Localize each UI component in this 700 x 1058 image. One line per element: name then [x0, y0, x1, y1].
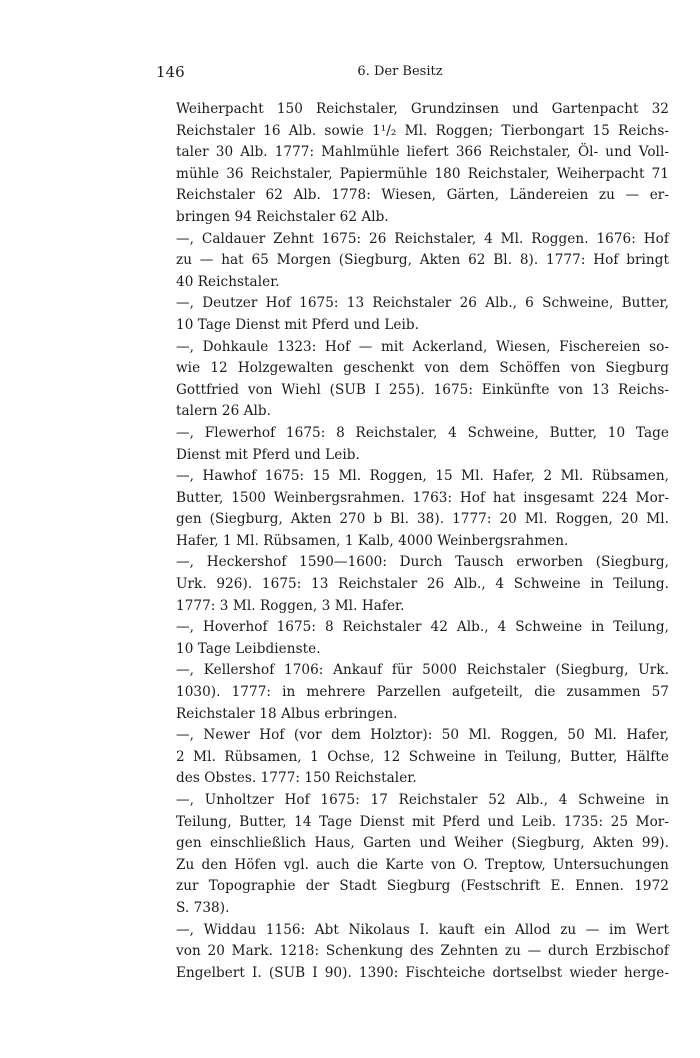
- text-line: Hafer, 1 Ml. Rübsamen, 1 Kalb, 4000 Weinbergsrahmen.: [176, 532, 569, 549]
- text-line: —, Heckershof 1590—1600: Durch Tausch erworben (Siegburg,: [176, 554, 669, 571]
- text-line: bringen 94 Reichstaler 62 Alb.: [176, 208, 389, 225]
- text-line: Reichstaler 18 Albus erbringen.: [176, 705, 398, 722]
- text-line: mühle 36 Reichstaler, Papiermühle 180 Reichstaler, Weiherpacht 71: [176, 165, 669, 182]
- text-line: —, Flewerhof 1675: 8 Reichstaler, 4 Schweine, Butter, 10 Tage: [176, 424, 669, 441]
- text-line: Gottfried von Wiehl (SUB I 255). 1675: Einkünfte von 13 Reichs-: [176, 381, 669, 398]
- page-number: 146: [156, 63, 185, 81]
- text-line: des Obstes. 1777: 150 Reichstaler.: [176, 770, 417, 787]
- text-line: gen einschließlich Haus, Garten und Weiher (Siegburg, Akten 99).: [176, 835, 669, 852]
- text-line: 1777: 3 Ml. Roggen, 3 Ml. Hafer.: [176, 597, 405, 614]
- text-line: S. 738).: [176, 899, 230, 916]
- text-line: Dienst mit Pferd und Leib.: [176, 446, 360, 463]
- text-line: Reichstaler 62 Alb. 1778: Wiesen, Gärten, Ländereien zu — er-: [176, 187, 669, 204]
- text-line: —, Hawhof 1675: 15 Ml. Roggen, 15 Ml. Hafer, 2 Ml. Rübsamen,: [176, 468, 669, 485]
- text-line: Urk. 926). 1675: 13 Reichstaler 26 Alb., 4 Schweine in Teilung.: [176, 576, 669, 593]
- text-line: talern 26 Alb.: [176, 403, 272, 420]
- text-line: wie 12 Holzgewalten geschenkt von dem Schöffen von Siegburg: [176, 360, 669, 377]
- text-line: —, Caldauer Zehnt 1675: 26 Reichstaler, 4 Ml. Roggen. 1676: Hof: [176, 230, 669, 247]
- text-line: gen (Siegburg, Akten 270 b Bl. 38). 1777: 20 Ml. Roggen, 20 Ml.: [176, 511, 669, 528]
- text-line: Teilung, Butter, 14 Tage Dienst mit Pferd und Leib. 1735: 25 Mor-: [176, 813, 669, 830]
- text-line: —, Widdau 1156: Abt Nikolaus I. kauft ein Allod zu — im Wert: [176, 921, 669, 938]
- text-line: Engelbert I. (SUB I 90). 1390: Fischteiche dortselbst wieder herge-: [176, 964, 669, 981]
- text-line: Reichstaler 16 Alb. sowie 1¹/₂ Ml. Roggen; Tierbongart 15 Reichs-: [176, 122, 669, 139]
- text-line: 10 Tage Dienst mit Pferd und Leib.: [176, 316, 420, 333]
- text-line: —, Deutzer Hof 1675: 13 Reichstaler 26 Alb., 6 Schweine, Butter,: [176, 295, 669, 312]
- text-line: —, Dohkaule 1323: Hof — mit Ackerland, Wiesen, Fischereien so-: [176, 338, 669, 355]
- text-line: Zu den Höfen vgl. auch die Karte von O. Treptow, Untersuchungen: [176, 856, 669, 873]
- text-line: taler 30 Alb. 1777: Mahlmühle liefert 366 Reichstaler, Öl- und Voll-: [176, 144, 669, 161]
- text-line: —, Kellershof 1706: Ankauf für 5000 Reichstaler (Siegburg, Urk.: [176, 662, 669, 679]
- text-line: 2 Ml. Rübsamen, 1 Ochse, 12 Schweine in Teilung, Butter, Hälfte: [176, 748, 669, 765]
- text-line: Weiherpacht 150 Reichstaler, Grundzinsen und Gartenpacht 32: [176, 101, 669, 117]
- text-line: —, Hoverhof 1675: 8 Reichstaler 42 Alb., 4 Schweine in Teilung,: [176, 619, 669, 636]
- text-line: 1030). 1777: in mehrere Parzellen aufgeteilt, die zusammen 57: [176, 684, 669, 701]
- text-line: 40 Reichstaler.: [176, 273, 280, 290]
- body-text: [176, 99, 669, 984]
- text-line: zur Topographie der Stadt Siegburg (Festschrift E. Ennen. 1972: [176, 878, 669, 895]
- text-line: —, Unholtzer Hof 1675: 17 Reichstaler 52 Alb., 4 Schweine in: [176, 792, 669, 808]
- text-line: zu — hat 65 Morgen (Siegburg, Akten 62 Bl. 8). 1777: Hof bringt: [176, 252, 669, 269]
- text-line: von 20 Mark. 1218: Schenkung des Zehnten zu — durch Erzbischof: [176, 943, 669, 960]
- text-line: 10 Tage Leibdienste.: [176, 640, 321, 657]
- text-line: —, Newer Hof (vor dem Holztor): 50 Ml. Roggen, 50 Ml. Hafer,: [176, 727, 669, 744]
- running-head: 6. Der Besitz: [357, 64, 443, 79]
- text-line: Butter, 1500 Weinbergsrahmen. 1763: Hof hat insgesamt 224 Mor-: [176, 489, 669, 506]
